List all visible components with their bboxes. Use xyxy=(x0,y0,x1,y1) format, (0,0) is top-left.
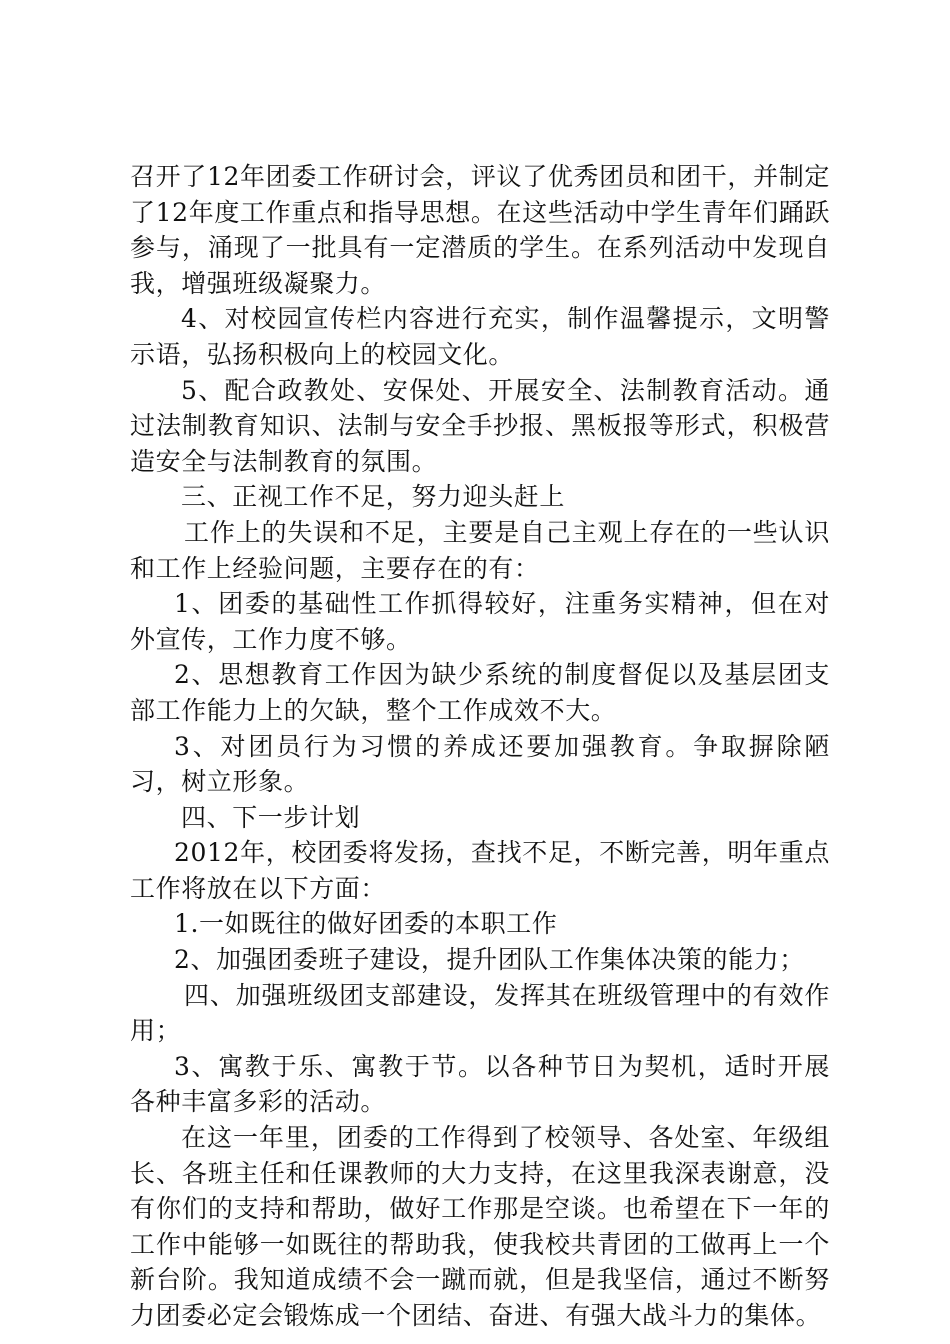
paragraph-shortcoming-2: 2、思想教育工作因为缺少系统的制度督促以及基层团支部工作能力上的欠缺，整个工作成效不大。 xyxy=(130,660,830,725)
paragraph-shortcoming-1: 1、团委的基础性工作抓得较好，注重务实精神，但在对外宣传，工作力度不够。 xyxy=(130,589,830,654)
document-body xyxy=(130,159,830,1334)
paragraph-item-5: 5、配合政教处、安保处、开展安全、法制教育活动。通过法制教育知识、法制与安全手抄报、黑板报等形式，积极营造安全与法制教育的氛围。 xyxy=(130,375,830,476)
paragraph-continuation: 召开了12年团委工作研讨会，评议了优秀团员和团干，并制定了12年度工作重点和指导思想。在这些活动中学生青年们踊跃参与，涌现了一批具有一定潜质的学生。在系列活动中发现自我，增强班级凝聚力。 xyxy=(130,162,830,298)
paragraph-plan-intro: 2012年，校团委将发扬，查找不足，不断完善，明年重点工作将放在以下方面： xyxy=(130,838,830,903)
paragraph-plan-2: 2、加强团委班子建设，提升团队工作集体决策的能力； xyxy=(174,945,805,975)
paragraph-plan-1: 1.一如既往的做好团委的本职工作 xyxy=(174,909,558,939)
paragraph-shortcomings-intro: 工作上的失误和不足，主要是自己主观上存在的一些认识和工作上经验问题，主要存在的有： xyxy=(130,517,830,583)
paragraph-closing: 在这一年里，团委的工作得到了校领导、各处室、年级组长、各班主任和任课教师的大力支持，在这里我深表谢意，没有你们的支持和帮助，做好工作那是空谈。也希望在下一年的工作中能够一如既往的帮助我，使我校共青团的工做再上一个新台阶。我知道成绩不会一蹴而就，但是我坚信，通过不断努力团委必定会锻炼成一个团结、奋进、有强大战斗力的集体。 xyxy=(130,1123,830,1330)
section-heading-4: 四、下一步计划 xyxy=(181,802,361,832)
paragraph-item-4: 4、对校园宣传栏内容进行充实，制作温馨提示，文明警示语，弘扬积极向上的校园文化。 xyxy=(130,304,830,369)
paragraph-plan-3: 3、寓教于乐、寓教于节。以各种节日为契机，适时开展各种丰富多彩的活动。 xyxy=(130,1051,830,1117)
paragraph-plan-4: 四、加强班级团支部建设，发挥其在班级管理中的有效作用； xyxy=(130,980,830,1046)
section-heading-3: 三、正视工作不足，努力迎头赶上 xyxy=(181,482,566,512)
paragraph-shortcoming-3: 3、对团员行为习惯的养成还要加强教育。争取摒除陋习，树立形象。 xyxy=(130,731,830,797)
